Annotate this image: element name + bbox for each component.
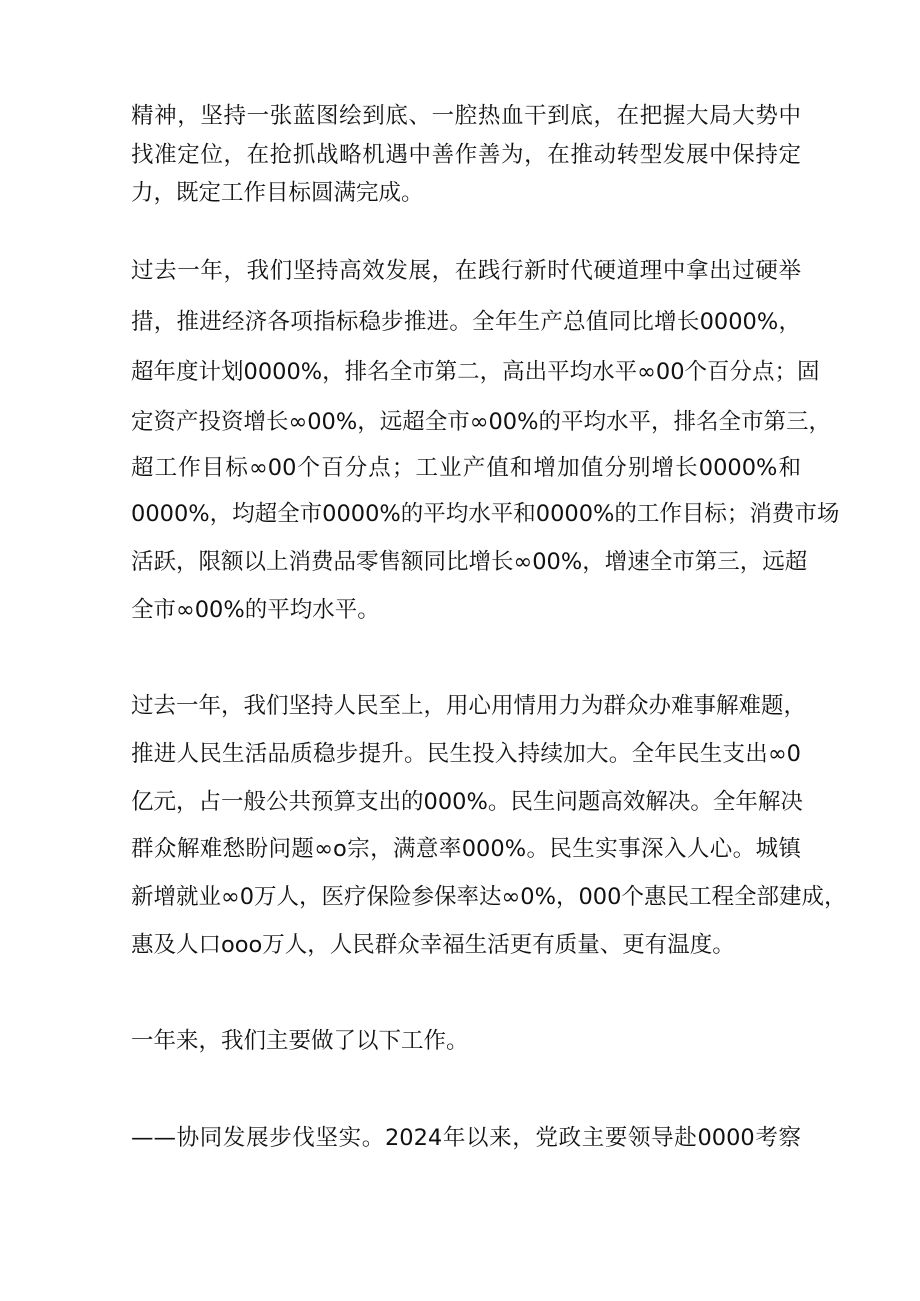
paragraph-1-line-2: 找准定位，在抢抓战略机遇中善作善为，在推动转型发展中保持定 (131, 142, 801, 168)
paragraph-2-line-4: 定资产投资增长∞00%，远超全市∞00%的平均水平，排名全市第三， (131, 409, 832, 435)
paragraph-3-line-5: 新增就业∞0万人，医疗保险参保率达∞0%，000个惠民工程全部建成， (131, 884, 847, 910)
paragraph-2-line-2: 措，推进经济各项指标稳步推进。全年生产总值同比增长0000%， (131, 309, 801, 335)
paragraph-2-line-1: 过去一年，我们坚持高效发展，在践行新时代硬道理中拿出过硬举 (131, 258, 801, 284)
paragraph-5-line-1: ——协同发展步伐坚实。2024年以来，党政主要领导赴0000考察 (131, 1125, 801, 1151)
paragraph-3-line-4: 群众解难愁盼问题∞o宗，满意率000%。民生实事深入人心。城镇 (131, 836, 801, 862)
paragraph-3-line-1: 过去一年，我们坚持人民至上，用心用情用力为群众办难事解难题， (131, 693, 807, 719)
paragraph-2-line-3: 超年度计划0000%，排名全市第二，高出平均水平∞00个百分点；固 (131, 359, 820, 385)
paragraph-4-line-1: 一年来，我们主要做了以下工作。 (131, 1028, 469, 1054)
paragraph-1-line-3: 力，既定工作目标圆满完成。 (131, 180, 424, 206)
paragraph-1-line-1: 精神，坚持一张蓝图绘到底、一腔热血干到底，在把握大局大势中 (131, 103, 801, 129)
paragraph-3-line-6: 惠及人口ooo万人，人民群众幸福生活更有质量、更有温度。 (131, 932, 735, 958)
paragraph-2-line-6: 0000%，均超全市0000%的平均水平和0000%的工作目标；消费市场 (131, 501, 840, 527)
paragraph-2-line-7: 活跃，限额以上消费品零售额同比增长∞00%，增速全市第三，远超 (131, 549, 808, 575)
paragraph-2-line-5: 超工作目标∞00个百分点；工业产值和增加值分别增长0000%和 (131, 455, 801, 481)
paragraph-2-line-8: 全市∞00%的平均水平。 (131, 597, 380, 623)
paragraph-3-line-3: 亿元，占一般公共预算支出的000%。民生问题高效解决。全年解决 (131, 789, 803, 815)
paragraph-3-line-2: 推进人民生活品质稳步提升。民生投入持续加大。全年民生支出∞0 (131, 741, 801, 767)
